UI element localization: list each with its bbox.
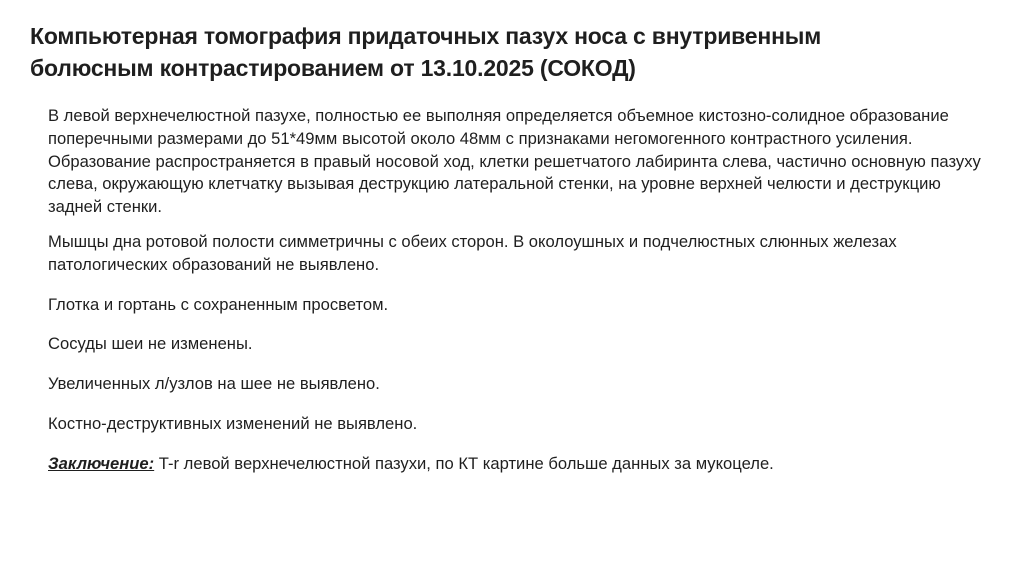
title-line-1: Компьютерная томография придаточных пазух носа с внутривенным bbox=[30, 23, 822, 49]
conclusion bbox=[48, 453, 998, 476]
report-body bbox=[48, 105, 998, 488]
paragraph-findings-oral: Мышцы дна ротовой полости симметричны с обеих сторон. В околоушных и подчелюстных слюнных железах патологических образований не выявлено. bbox=[48, 231, 897, 274]
paragraph-pharynx-larynx: Глотка и гортань с сохраненным просветом. bbox=[48, 294, 389, 314]
paragraph-bone-changes: Костно-деструктивных изменений не выявлено. bbox=[48, 413, 418, 433]
slide-title bbox=[30, 20, 990, 84]
paragraph-lymph-nodes: Увеличенных л/узлов на шее не выявлено. bbox=[48, 374, 380, 394]
paragraph-neck-vessels: Сосуды шеи не изменены. bbox=[48, 334, 253, 354]
paragraph-findings-sinus: В левой верхнечелюстной пазухе, полностью ее выполняя определяется объемное кистозно-солидное образование поперечными размерами до 51*49мм высотой около 48мм с признаками негомогенного контрастного усиления. Образование распространяется в правый носовой ход, клетки решетчатого лабиринта слева, частично основную пазуху слева, окружающую клетчатку вызывая деструкцию латеральной стенки, на уровне верхней челюсти и деструкцию задней стенки. bbox=[48, 106, 981, 217]
conclusion-label: Заключение: bbox=[48, 453, 155, 473]
conclusion-text: T-r левой верхнечелюстной пазухи, по КТ картине больше данных за мукоцеле. bbox=[154, 453, 774, 473]
title-line-2: болюсным контрастированием от 13.10.2025 (СОКОД) bbox=[30, 55, 636, 81]
